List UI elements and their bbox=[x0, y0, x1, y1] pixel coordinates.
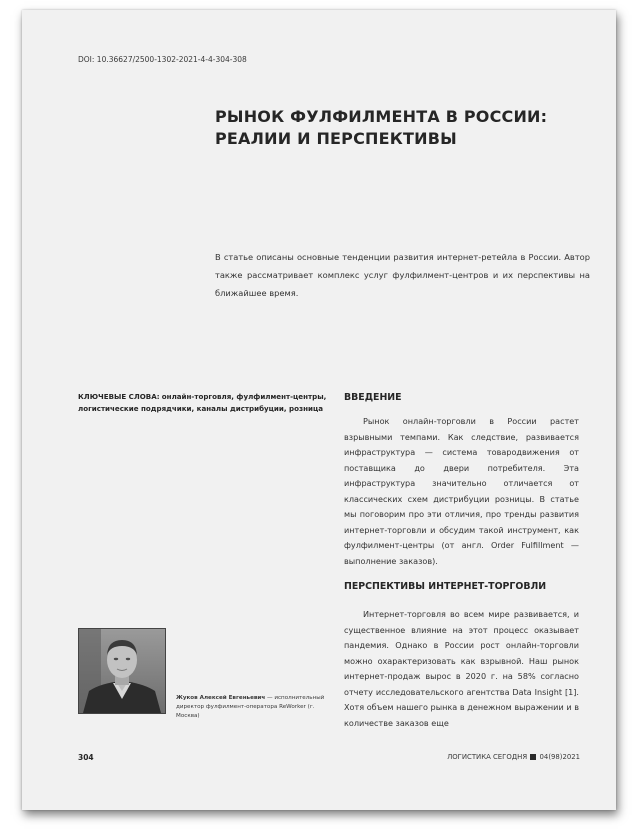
journal-issue: 04(98)2021 bbox=[539, 753, 580, 761]
section-heading-prospects: ПЕРСПЕКТИВЫ ИНТЕРНЕТ-ТОРГОВЛИ bbox=[344, 581, 547, 592]
article-abstract: В статье описаны основные тенденции развития интернет-ретейла в России. Автор также рассматривает комплекс услуг фулфилмент-центров и их перспективы на ближайшее время. bbox=[215, 252, 590, 298]
author-name: Жуков Алексей Евгеньевич bbox=[176, 695, 266, 701]
article-title: РЫНОК ФУЛФИЛМЕНТА В РОССИИ: РЕАЛИИ И ПЕРСПЕКТИВЫ bbox=[215, 107, 548, 148]
page-number: 304 bbox=[78, 753, 94, 762]
author-portrait-image bbox=[79, 629, 165, 713]
journal-page bbox=[22, 10, 616, 810]
keywords-label: КЛЮЧЕВЫЕ СЛОВА: bbox=[78, 392, 160, 401]
journal-name: ЛОГИСТИКА СЕГОДНЯ bbox=[447, 753, 528, 761]
doi-label: DOI: 10.36627/2500-1302-2021-4-4-304-308 bbox=[78, 55, 247, 64]
author-info bbox=[176, 694, 326, 721]
keywords-block bbox=[78, 391, 328, 415]
section-heading-introduction: ВВЕДЕНИЕ bbox=[344, 392, 402, 403]
square-separator-icon bbox=[530, 754, 536, 760]
section-text-introduction: Рынок онлайн-торговли в России растет взрывными темпами. Как следствие, развивается инфраструктура — система товародвижения от поставщика до двери потребителя. Эта инфраструктура значительно отличается от классических схем дистрибуции розницы. В статье мы поговорим про эти отличия, про тренды развития интернет-торговли и обсудим такой инструмент, как фулфилмент-центры (от англ. Order Fulfillment — выполнение заказов). bbox=[344, 416, 579, 566]
author-description: — исполнительный директор фулфилмент-оператора ReWorker (г. Москва) bbox=[176, 695, 325, 719]
author-photo bbox=[78, 628, 166, 714]
journal-footer bbox=[447, 753, 580, 761]
section-text-prospects: Интернет-торговля во всем мире развивается, и существенное влияние на этот процесс оказывает пандемия. Однако в России рост онлайн-торговли можно охарактеризовать как взрывной. Наш рынок интернет-продаж вырос в 2020 г. на 58% согласно отчету исследовательского агентства Data Insight [1]. Хотя объем нашего рынка в денежном выражении и в количестве заказов еще bbox=[344, 609, 579, 728]
keywords-text: онлайн-торговля, фулфилмент-центры, логистические подрядчики, каналы дистрибуции, розница bbox=[78, 392, 327, 413]
